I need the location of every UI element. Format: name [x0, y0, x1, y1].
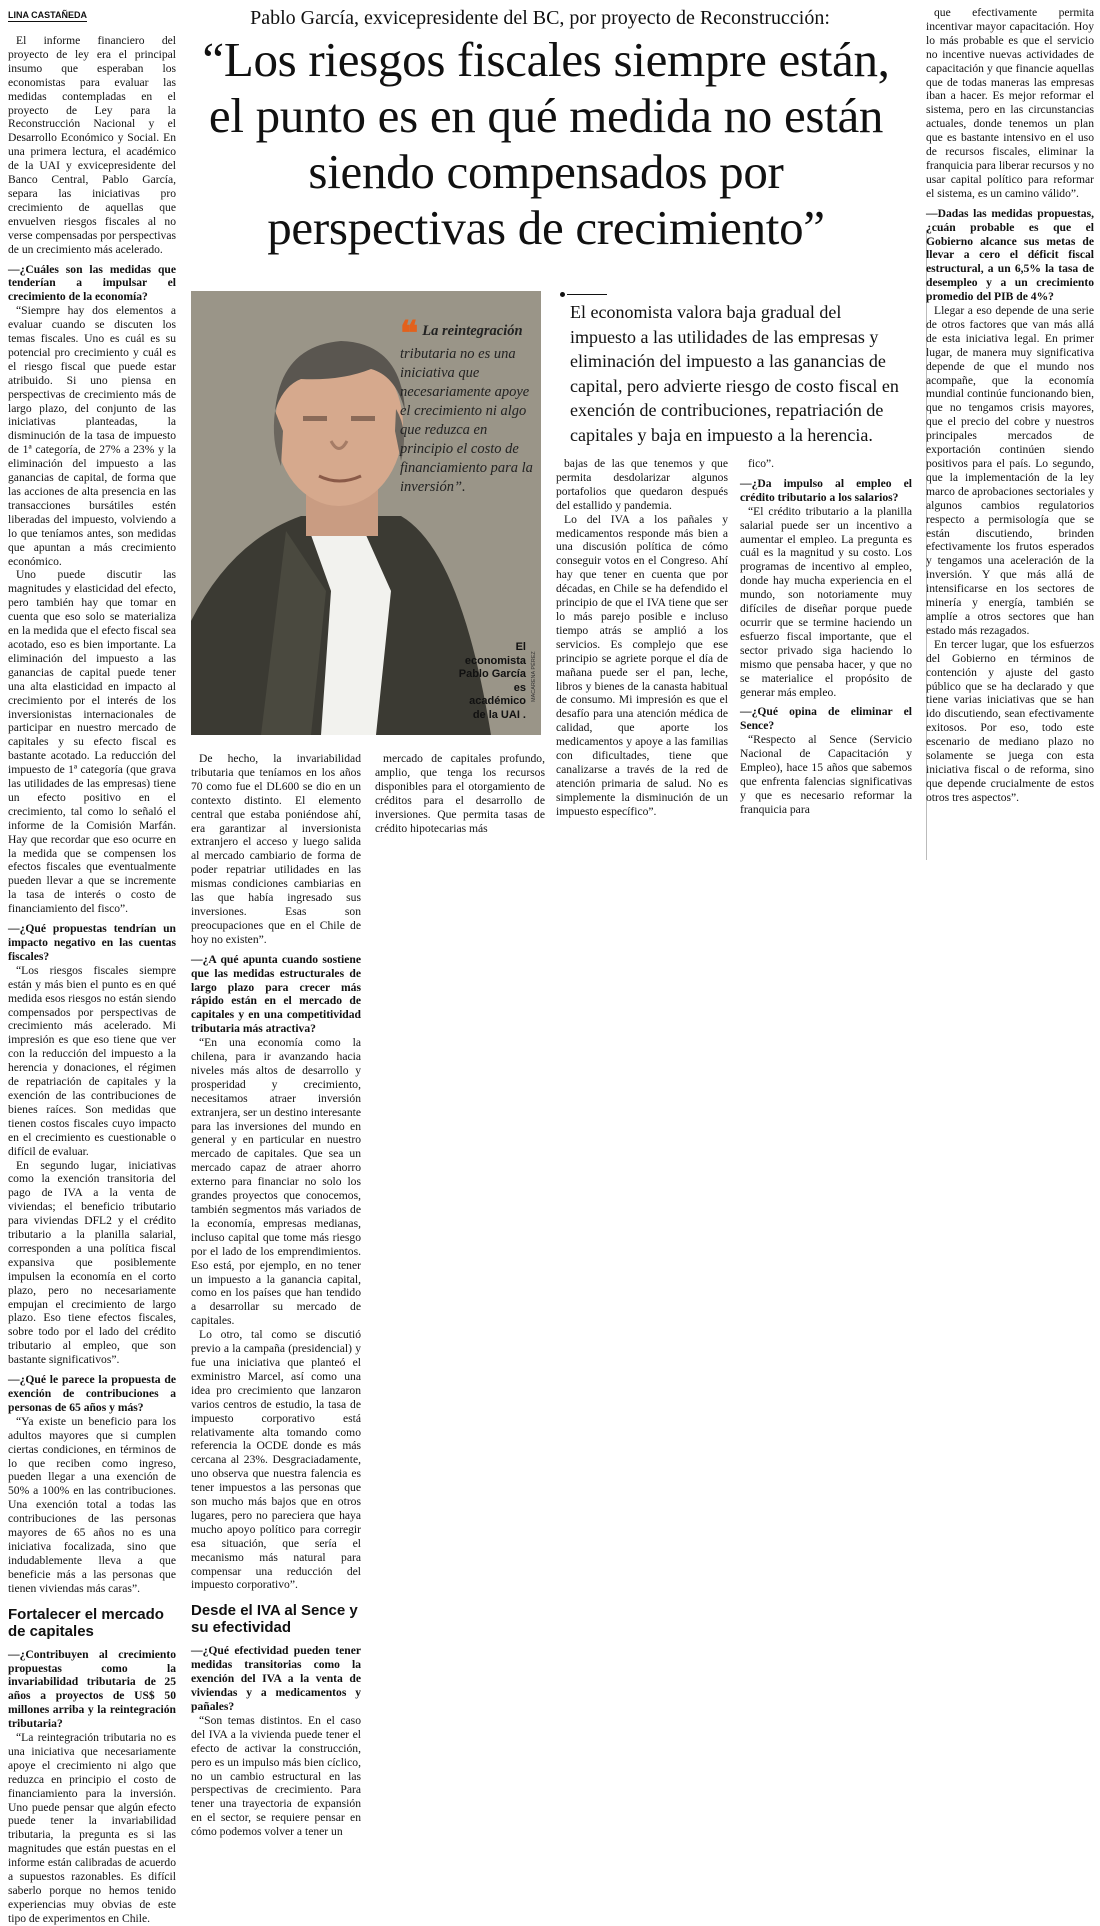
interview-question: —¿Qué le parece la propuesta de exención de contribuciones a personas de 65 años y más? — [8, 1373, 176, 1414]
column-4 — [556, 457, 728, 819]
body-paragraph: “La reintegración tributaria no es una iniciativa que necesariamente apoye el crecimiento ni algo que reduzca en principio el costo de financiamiento para la inversión. Uno puede pensar que algún efecto puede tener la invariabilidad tributaria, la pregunta es si las magnitudes que están puestas en el informe están calibradas de acuerdo a supuestos razonables. Es difícil saberlo porque no hemos tenido experiencias muy obvias de este tipo de experimentos en Chile. — [8, 1731, 176, 1925]
interview-question: —Dadas las medidas propuestas, ¿cuán probable es que el Gobierno alcance sus metas de llevar a cero el déficit fiscal estructural, a un 6,5% la tasa de desempleo y a un crecimiento promedio del PIB de 4%? — [926, 206, 1094, 304]
body-paragraph: Lo otro, tal como se discutió previo a la campaña (presidencial) y fue una iniciativa que planteó el exministro Marcel, así como una idea pro crecimiento que lanzaron varios centros de estudio, la tasa de impuesto corporativo está relativamente alta tomando como referencia la OCDE donde es más cercana al 23%. Desgraciadamente, uno observa que nuestra falencia es tener impuestos a las personas que son mucho más bajos que en otros lugares, pero no pareciera que haya mucho apoyo político para corregir esa situación, que sería el mecanismo más natural para compensar una reducción del impuesto corporativo”. — [191, 1328, 361, 1592]
column-5 — [740, 457, 912, 817]
deck-summary: El economista valora baja gradual del impuesto a las utilidades de las empresas y eliminación del impuesto a las ganancias de capital, pero advierte riesgo de costo fiscal en exención de contribuciones, repatriación de capitales y baja en impuesto a la herencia. — [570, 302, 899, 445]
photo-caption: El economista Pablo García es académico de la UAI . — [458, 641, 526, 721]
pull-quote-text: La reintegración tributaria no es una iniciativa que necesariamente apoye el crecimiento ni algo que reduzca en principio el costo de financiamiento para la inversión”. — [400, 323, 533, 495]
pull-quote-emphasis: La reintegración — [422, 323, 523, 339]
interview-question: —¿Da impulso al empleo el crédito tributario a los salarios? — [740, 476, 912, 504]
body-paragraph: fico”. — [748, 457, 775, 470]
body-paragraph: que efectivamente permita incentivar mayor capacitación. Hoy lo más probable es que el servicio no incentive nuevas actividades de capacitación y que financie aquellas que de todas maneras las empresas iban a hacer. Es mejor reformar el sistema, pero en las circunstancias actuales, donde tenemos un plan que es bastante intensivo en el uso de recursos fiscales, eliminar la franquicia para liberar recursos y no usar capital político para reformar el sistema, es un camino válido”. — [926, 6, 1094, 200]
pull-quote — [400, 316, 540, 497]
headline: “Los riesgos fiscales siempre están, el punto es en qué medida no están siendo compensados por perspectivas de crecimiento” — [202, 32, 890, 255]
body-paragraph: El informe financiero del proyecto de ley era el principal insumo que esperaban los economistas para evaluar las medidas contempladas en el proyecto de Ley para la Reconstrucción Nacional y el Desarrollo Económico y Social. En una primera lectura, el académico de la UAI y exvicepresidente del Banco Central, Pablo García, separa las iniciativas pro crecimiento de aquellas que envuelven riesgos fiscales al no verse compensadas por perspectivas de un crecimiento más acelerado. — [8, 34, 176, 256]
body-paragraph: Uno puede discutir las magnitudes y elasticidad del efecto, pero también hay que tomar en cuenta que eso solo se materializa en la medida que el efecto fiscal sea acotado, eso es bien importante. La eliminación del impuesto a las ganancias de capital puede tener una alta elasticidad en impacto al crecimiento por el interés de los inversionistas internacionales de participar en nuestro mercado de capitales y su efecto fiscal es bastante acotado. La reducción del impuesto de 1ª categoría (que grava las utilidades de las empresas) tiene un efecto positivo en el crecimiento, tal como lo señaló el informe de la Comisión Marfán. Hay que recordar que eso ocurre en la medida que se compensen los efectos fiscales que eventualmente pueden llevar a que se incremente la tasa de interés o costo de financiamiento del fisco”. — [8, 568, 176, 916]
body-paragraph: “En una economía como la chilena, para ir avanzando hacia niveles más altos de desarrollo y prosperidad y crecimiento, necesitamos atraer inversión extranjera, ser un destino interesante para las inversiones del mundo en general y en particular en nuestro mercado de capitales. Que sea un mercado capaz de atraer ahorro externo para financiar no solo los grandes proyectos que conocemos, también segmentos más variados de la economía, empresas medianas, incluso capital que tome más riesgo por el lado de los emprendimientos. Eso está, por ejemplo, en no tener un impuesto a la ganancia capital, como en los países que han tendido a desarrollar su mercado de capitales. — [191, 1036, 361, 1328]
section-heading: Fortalecer el mercado de capitales — [8, 1605, 164, 1640]
body-paragraph: En segundo lugar, iniciativas como la exención transitoria del pago de IVA a la venta de viviendas; el beneficio tributario para viviendas DFL2 y el crédito tributario a la planilla salarial, corresponden a una política fiscal expansiva que posiblemente impulsen la economía en el corto plazo, pero no necesariamente empujan el crecimiento de largo plazo. Eso tiene efectos fiscales, sobre todo por el lado del crédito tributario al empleo, que son bastante significativos”. — [8, 1158, 176, 1367]
interview-question: —¿Contribuyen al crecimiento propuestas como la invariabilidad tributaria de 25 años a proyectos de US$ 50 millones arriba y la reintegración tributaria? — [8, 1647, 176, 1731]
column-3 — [375, 752, 545, 835]
body-paragraph: Llegar a eso depende de una serie de otros factores que van más allá de esta iniciativa legal. En primer lugar, de manera muy significativa depende de que el mundo nos acompañe, que la economía mundial continúe funcionando bien, que no tengamos crisis mayores, que el precio del cobre y nuestros principales mercados de exportación continúen siendo positivos para el país. Lo segundo, que la implementación de la ley marco de aprobaciones sectoriales y algunos cambios regulatorios respecto a permisología que se están discutiendo, brinden efectivamente los frutos esperados y tengamos una aceleración de la inversión. Y que más allá de intensificarse en los sectores de minería y energía, también se amplíe a otros sectores que han estado más rezagados. — [926, 304, 1094, 637]
interview-question: —¿Cuáles son las medidas que tenderían a impulsar el crecimiento de la economía? — [8, 262, 176, 304]
section-heading: Desde el IVA al Sence y su efectividad — [191, 1602, 358, 1637]
body-paragraph: “Siempre hay dos elementos a evaluar cuando se discuten los temas fiscales. Uno es cuál es su potencial pro crecimiento y cuál es el riesgo fiscal que puede estar atribuido. Si uno piensa en perspectivas de crecimiento más de largo plazo, del conjunto de las iniciativas planteadas, la disminución de la tasa de impuesto de 1ª categoría, de 27% a 23% y la eliminación del impuesto a las ganancias de capital, de forma que las acciones de alta presencia en las transacciones bursátiles estén liberadas del impuesto, volviendo a lo que teníamos antes, son medidas que apuntan a más crecimiento económico. — [8, 304, 176, 568]
body-paragraph: En tercer lugar, que los esfuerzos del Gobierno en términos de contención y ajuste del gasto público que se ha declarado y que tiene varias iniciativas que se han ido discutiendo, sean efectivamente exitosos. Por eso, todo este escenario de mediano plazo no solamente se juega con esta iniciativa fiscal o de reforma, sino que depende crucialmente de estos otros tres aspectos”. — [926, 637, 1094, 804]
body-paragraph: “Ya existe un beneficio para los adultos mayores que si cumplen ciertas condiciones, en términos de lo que reciben como ingreso, pueden llegar a una exención de 50% a 100% en las contribuciones. Una exención total a todas las contribuciones de las personas mayores de 65 años no es una iniciativa focalizada, sino que indudablemente lleva a que beneficie más a las personas que tienen viviendas más caras”. — [8, 1414, 176, 1595]
photo-credit: MACARENA PÉREZ — [531, 651, 537, 702]
body-paragraph: bajas de las que tenemos y que permita desdolarizar algunos portafolios que quedaron después del estallido y pandemia. — [556, 457, 728, 512]
byline: LINA CASTAÑEDA — [8, 10, 87, 20]
interview-question: —¿Qué opina de eliminar el Sence? — [740, 705, 912, 733]
column-2 — [191, 752, 361, 1839]
body-paragraph: De hecho, la invariabilidad tributaria que teníamos en los años 70 como fue el DL600 se dio en un contexto distinto. El elemento central que estaba poniéndose ahí, era garantizar al inversionista extranjero el acceso y luego salida al mercado cambiario de forma de poder repatriar utilidades en las mismas condiciones cambiarias en las que había ingresado sus inversiones. Esas son preocupaciones que en el Chile de hoy no existen”. — [191, 752, 361, 946]
interview-question: —¿Qué efectividad pueden tener medidas transitorias como la exención del IVA a la venta de viviendas y a medicamentos y pañales? — [191, 1644, 361, 1713]
body-paragraph: Lo del IVA a los pañales y medicamentos responde más bien a una discusión política de cómo conseguir votos en el Congreso. Ahí hay que tener en cuenta que por décadas, en Chile se ha defendido el principio de que el IVA tiene que ser lo más parejo posible e incluso tiempo atrás se amplió a los servicios. Es complejo que ese principio se agriete porque el día de mañana puede ser el pan, leche, libros y bienes de la canasta habitual de consumo. Mi impresión es que el desafío para una atención médica de calidad, que aporte los medicamentos y apoye a las familias con dificultades, tiene que canalizarse a través de la red de atención primaria de salud. No es simplemente la disminución de un impuesto específico”. — [556, 512, 728, 818]
interview-question: —¿A qué apunta cuando sostiene que las medidas estructurales de largo plazo para crecer más rápido están en el mercado de capitales y en una competitividad tributaria más atractiva? — [191, 952, 361, 1036]
interview-question: —¿Qué propuestas tendrían un impacto negativo en las cuentas fiscales? — [8, 922, 176, 963]
kicker: Pablo García, exvicepresidente del BC, por proyecto de Reconstrucción: — [250, 7, 830, 29]
body-paragraph: “Respecto al Sence (Servicio Nacional de Capacitación y Empleo), hace 15 años que sabemos que enfrenta falencias significativas y que es necesario reformar la franquicia para — [740, 733, 912, 816]
body-paragraph: “El crédito tributario a la planilla salarial puede ser un incentivo a aumentar el empleo. La pregunta es cuál es la magnitud y su costo. Los programas de incentivo al empleo, donde hay mucha experiencia en el mundo, son notoriamente muy difíciles de diseñar porque puede ocurrir que se termine haciendo un esfuerzo fiscal importante, que el sector privado siga haciendo lo mismo que pensaba hacer, y que no se materialice el propósito de generar más empleo. — [740, 504, 912, 699]
bullet-icon — [560, 292, 565, 297]
body-paragraph: “Son temas distintos. En el caso del IVA a la vivienda puede tener el efecto de activar la construcción, pero es un impulso más bien cíclico, no un cambio estructural en las perspectivas de crecimiento. Para tener una trayectoria de expansión en el sector, se requiere pensar en cómo podemos volver a tener un — [191, 1713, 361, 1839]
body-paragraph: mercado de capitales profundo, amplio, que tenga los recursos disponibles para el otorgamiento de créditos para el desarrollo de inversiones. Que permita tasas de crédito hipotecarias más — [375, 752, 545, 835]
body-paragraph: “Los riesgos fiscales siempre están y más bien el punto es en qué medida esos riesgos no están siendo compensados por perspectivas de crecimiento más acelerado. Mi impresión es que eso tiene que ver con la reducción del impuesto a la herencia y donaciones, el régimen de repatriación de capitales y la exención de las contribuciones de bienes raíces. Son medidas que tienen costos fiscales cuyo impacto en el crecimiento es cuestionable o difícil de evaluar. — [8, 963, 176, 1158]
quote-mark-icon: ❝ — [400, 316, 419, 353]
divider — [567, 294, 607, 295]
column-1 — [8, 34, 176, 1926]
column-6 — [926, 6, 1094, 805]
